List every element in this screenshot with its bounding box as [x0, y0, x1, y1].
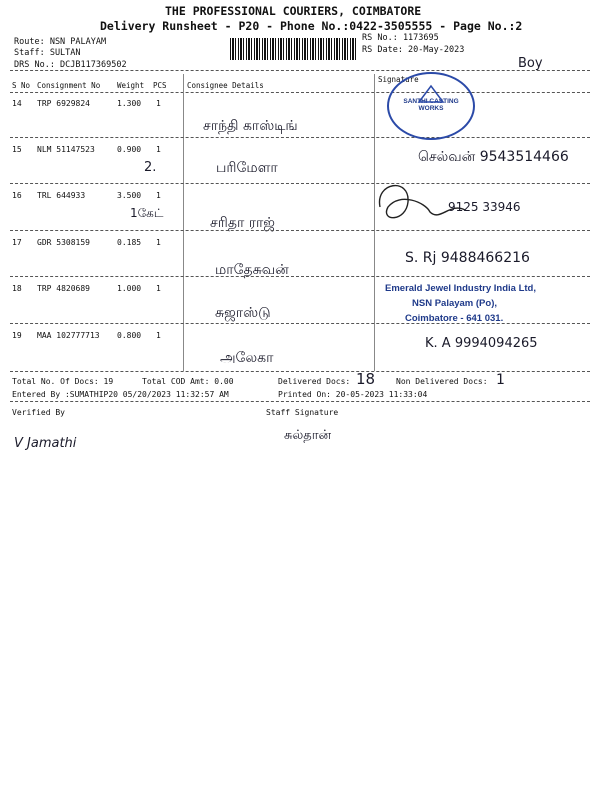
total-cod-amount: Total COD Amt: 0.00: [142, 377, 234, 386]
printed-on: Printed On: 20-05-2023 11:33:04: [278, 390, 428, 399]
row-19-signature: K. A 9994094265: [425, 336, 538, 351]
total-docs: Total No. Of Docs: 19: [12, 377, 114, 386]
company-stamp-line3: Coimbatore - 641 031.: [405, 313, 504, 324]
row-16-pcs: 1: [156, 191, 161, 200]
row-18-weight: 1.000: [117, 284, 142, 293]
row-16-sno: 16: [12, 191, 22, 200]
row-14-pcs: 1: [156, 99, 161, 108]
header-row-divider: [10, 92, 590, 93]
row-divider: [10, 137, 590, 138]
row-16-pcs-note: 1கேட்: [130, 206, 164, 220]
row-19-pcs: 1: [156, 331, 161, 340]
delivered-docs-label: Delivered Docs:: [278, 377, 351, 386]
row-17-consignee-handwritten: மாதேசுவன்: [215, 262, 289, 278]
row-15-signature: செல்வன் 9543514466: [418, 149, 569, 165]
row-14-sno: 14: [12, 99, 22, 108]
santhi-round-stamp: SANTHI CASTING WORKS: [387, 72, 475, 140]
footer-divider: [10, 401, 590, 402]
column-line-details: [183, 74, 184, 371]
runsheet-title: Delivery Runsheet - P20 - Phone No.:0422-3505555 - Page No.:2: [100, 19, 523, 33]
rs-date: RS Date: 20-May-2023: [362, 45, 465, 55]
rs-number: RS No.: 1173695: [362, 33, 439, 43]
row-14-consignment: TRP 6929824: [37, 99, 90, 108]
row-16-consignment: TRL 644933: [37, 191, 86, 200]
row-15-sno: 15: [12, 145, 22, 154]
non-delivered-docs-label: Non Delivered Docs:: [396, 377, 488, 386]
row-15-weight: 0.900: [117, 145, 142, 154]
verifier-signature: V Jamathi: [14, 436, 77, 451]
verified-by-label: Verified By: [12, 408, 65, 417]
row-16-consignee-handwritten: சரிதா ராஜ்: [210, 215, 275, 231]
row-19-sno: 19: [12, 331, 22, 340]
row-15-pcs-note: 2.: [144, 160, 157, 175]
staff-label: Staff: SULTAN: [14, 48, 81, 58]
row-15-pcs: 1: [156, 145, 161, 154]
row-divider: [10, 230, 590, 231]
row-18-consignment: TRP 4820689: [37, 284, 90, 293]
col-pcs: PCS: [153, 81, 167, 90]
row-19-consignment: MAA 102777713: [37, 331, 100, 340]
entered-by: Entered By :SUMATHIP20 05/20/2023 11:32:57 AM: [12, 390, 229, 399]
row-17-pcs: 1: [156, 238, 161, 247]
company-stamp-line2: NSN Palayam (Po),: [412, 298, 497, 309]
row-16-signature: 9125 33946: [448, 200, 521, 214]
col-consignment: Consignment No: [37, 81, 101, 90]
row-15-consignment: NLM 51147523: [37, 145, 95, 154]
row-17-consignment: GDR 5308159: [37, 238, 90, 247]
row-18-pcs: 1: [156, 284, 161, 293]
company-title: THE PROFESSIONAL COURIERS, COIMBATORE: [165, 4, 422, 18]
row-18-consignee-handwritten: சுஜாஸ்டு: [215, 305, 271, 321]
row-17-weight: 0.185: [117, 238, 142, 247]
header-divider: [10, 70, 590, 71]
staff-signature-label: Staff Signature: [266, 408, 339, 417]
row-19-consignee-handwritten: அலேகா: [220, 350, 274, 366]
company-stamp-line1: Emerald Jewel Industry India Ltd,: [385, 283, 536, 294]
col-signature: Signature: [378, 75, 419, 84]
non-delivered-docs-value: 1: [496, 372, 505, 388]
row-19-weight: 0.800: [117, 331, 142, 340]
corner-handwritten-note: Boy: [518, 56, 543, 71]
col-weight: Weight: [117, 81, 145, 90]
row-14-weight: 1.300: [117, 99, 142, 108]
col-consignee-details: Consignee Details: [187, 81, 264, 90]
row-divider: [10, 276, 590, 277]
row-15-consignee-handwritten: பரிமேளா: [216, 160, 278, 176]
col-sno: S No: [12, 81, 31, 90]
row-divider: [10, 183, 590, 184]
barcode-image: [230, 38, 358, 60]
row-18-sno: 18: [12, 284, 22, 293]
row-14-consignee-handwritten: சாந்தி காஸ்டிங்: [203, 118, 298, 134]
row-16-weight: 3.500: [117, 191, 142, 200]
route-label: Route: NSN PALAYAM: [14, 37, 107, 47]
staff-handwritten-signature: சுல்தான்: [284, 428, 332, 443]
delivered-docs-value: 18: [356, 370, 376, 388]
row-17-signature: S. Rj 9488466216: [405, 250, 530, 266]
row-17-sno: 17: [12, 238, 22, 247]
drs-number: DRS No.: DCJB117369502: [14, 60, 127, 70]
